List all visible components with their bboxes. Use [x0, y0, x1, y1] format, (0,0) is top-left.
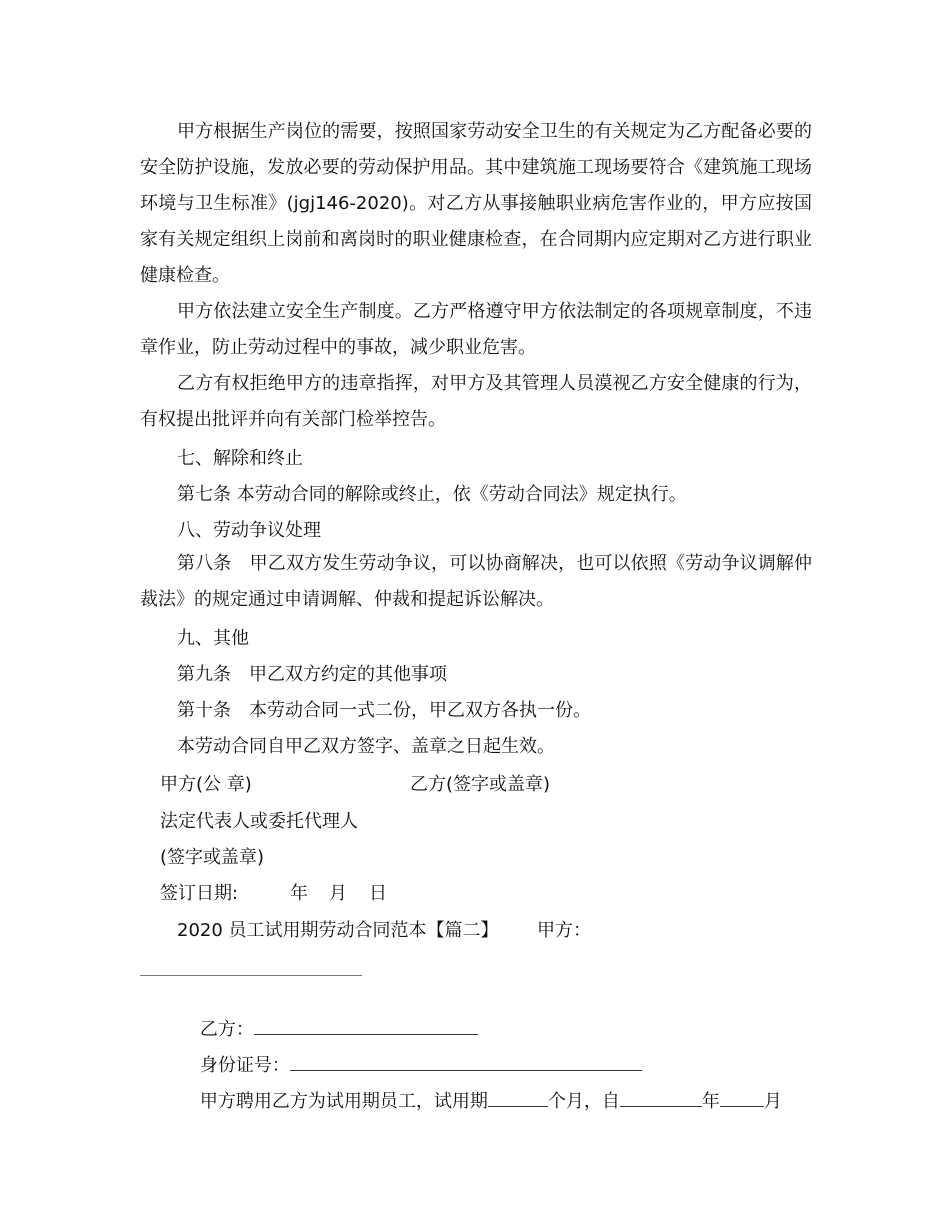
- party-b-label: 乙方：: [199, 1019, 254, 1040]
- part-two-title: 2020 员工试用期劳动合同范本【篇二】: [177, 920, 499, 941]
- party-a-seal-label: 甲方(公 章): [160, 774, 252, 795]
- date-month-label: 月: [329, 883, 347, 904]
- probation-sentence: [177, 1066, 782, 1135]
- date-day-label: 日: [369, 883, 387, 904]
- paragraph-refuse-rights: 乙方有权拒绝甲方的违章指挥，对甲方及其管理人员漠视乙方安全健康的行为，有权提出批评并向有关部门检举控告。: [140, 373, 812, 430]
- probation-start-year-blank: [620, 1088, 702, 1107]
- id-number-label: 身份证号：: [199, 1055, 290, 1076]
- probation-start-month-blank: [720, 1088, 764, 1107]
- part-two-party-a-label: 甲方：: [537, 920, 591, 941]
- probation-text-3: 年: [701, 1091, 720, 1112]
- probation-months-blank: [488, 1088, 548, 1107]
- article-nine: 第九条 甲乙双方约定的其他事项: [177, 664, 447, 685]
- article-seven: 第七条 本劳动合同的解除或终止，依《劳动合同法》规定执行。: [177, 484, 687, 505]
- signing-date-label: 签订日期:: [160, 883, 239, 904]
- party-b-sign-label: 乙方(签字或盖章): [410, 774, 551, 795]
- paragraph-safety-equipment: 甲方根据生产岗位的需要，按照国家劳动安全卫生的有关规定为乙方配备必要的安全防护设施，发放必要的劳动保护用品。其中建筑施工现场要符合《建筑施工现场环境与卫生标准》(jgj146-2020)。对乙方从事接触职业病危害作业的，甲方应按国家有关规定组织上岗前和离岗时的职业健康检查，在合同期内应定期对乙方进行职业健康检查。: [140, 121, 812, 286]
- section-heading-other: 九、其他: [177, 628, 249, 649]
- party-a-blank-line: [140, 975, 362, 976]
- section-heading-termination: 七、解除和终止: [177, 448, 303, 469]
- date-year-label: 年: [290, 883, 308, 904]
- representative-label: 法定代表人或委托代理人: [160, 811, 358, 832]
- article-ten: 第十条 本劳动合同一式二份，甲乙双方各执一份。: [177, 700, 591, 721]
- sign-or-seal-label: (签字或盖章): [160, 847, 265, 868]
- paragraph-safety-system: 甲方依法建立安全生产制度。乙方严格遵守甲方依法制定的各项规章制度，不违章作业，防止劳动过程中的事故，减少职业危害。: [140, 301, 812, 358]
- paragraph-article-eight: 第八条 甲乙双方发生劳动争议，可以协商解决，也可以依照《劳动争议调解仲裁法》的规定通过申请调解、仲裁和提起诉讼解决。: [140, 553, 812, 610]
- effective-clause: 本劳动合同自甲乙双方签字、盖章之日起生效。: [177, 736, 555, 757]
- probation-text-1: 甲方聘用乙方为试用期员工，试用期: [199, 1091, 488, 1112]
- probation-text-4: 月: [763, 1091, 782, 1112]
- probation-text-2: 个月，自: [547, 1091, 620, 1112]
- section-heading-dispute: 八、劳动争议处理: [177, 520, 321, 541]
